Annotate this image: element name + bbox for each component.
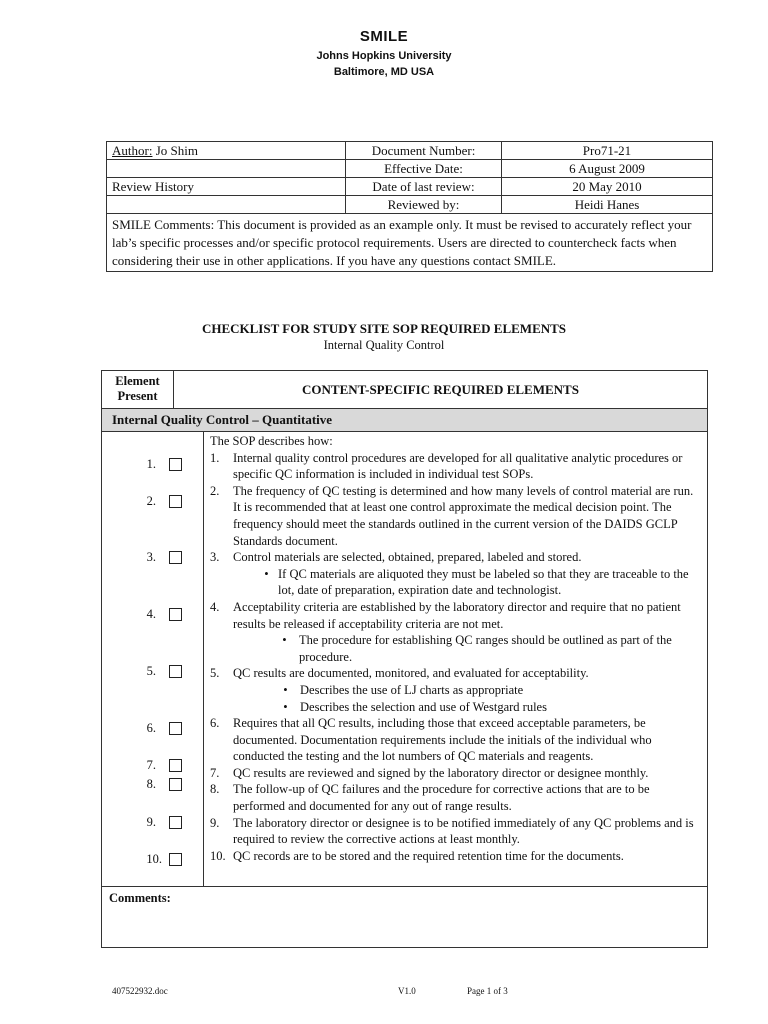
element-checkbox[interactable] — [169, 458, 182, 471]
column-divider — [203, 432, 204, 886]
element-checkbox[interactable] — [169, 495, 182, 508]
comments-label: Comments: — [109, 891, 171, 905]
checklist-table — [101, 370, 708, 948]
element-number: 2. — [146, 494, 156, 508]
element-checkbox[interactable] — [169, 759, 182, 772]
item-number: 10. — [210, 848, 226, 863]
item-number: 7. — [210, 765, 220, 780]
element-number: 6. — [146, 721, 156, 735]
footer-version: V1.0 — [398, 986, 416, 996]
review-history-label: Review History — [107, 178, 346, 196]
info-row — [107, 214, 713, 272]
checklist-subtitle: Internal Quality Control — [323, 338, 445, 352]
table-rule — [102, 886, 707, 887]
item-number: 2. — [210, 483, 220, 498]
footer-filename: 407522932.doc — [112, 986, 168, 996]
info-row — [107, 160, 713, 178]
bullet-icon: • — [283, 699, 288, 714]
element-number: 10. — [146, 852, 162, 866]
item-text: The frequency of QC testing is determined and how many levels of control material are run. It is recommended that at least one control approximate the medical decision point. The frequency should meet the standards outlined in the current version of the DAIDS GCLP Standards document. — [233, 483, 694, 548]
last-review-label: Date of last review: — [346, 178, 502, 196]
item-number: 6. — [210, 716, 220, 731]
element-number: 9. — [146, 815, 156, 829]
item-text: The follow-up of QC failures and the procedure for corrective actions that are to be performed and documented for any out of range results. — [233, 782, 650, 814]
sub-bullet — [210, 699, 700, 716]
item-number: 9. — [210, 815, 220, 830]
list-item — [210, 715, 700, 765]
author-label: Author: — [112, 143, 153, 158]
sub-bullet — [210, 566, 700, 599]
requirements-list — [210, 433, 700, 864]
organization-title: SMILE — [359, 28, 409, 45]
element-header-line: Element — [115, 374, 160, 388]
footer-page: Page 1 of 3 — [467, 986, 508, 996]
element-number: 3. — [146, 550, 156, 564]
list-item — [210, 781, 700, 814]
author-cell — [107, 142, 346, 160]
list-item — [210, 815, 700, 848]
list-item — [210, 450, 700, 483]
effective-date: 6 August 2009 — [502, 160, 713, 178]
item-text: QC results are documented, monitored, and evaluated for acceptability. — [233, 666, 589, 681]
item-text: Acceptability criteria are established by the laboratory director and require that no patient results be released if acceptability criteria are not met. — [233, 599, 681, 631]
smile-comments: SMILE Comments: This document is provided as an example only. It must be revised to accurately reflect your lab’s specific processes and/or specific protocol requirements. Users are directed to countercheck facts when considering their use in other applications. If you have any questions contact SMILE. — [107, 214, 713, 272]
item-text: The laboratory director or designee is to be notified immediately of any QC problems and is required to review the corrective actions at least monthly. — [233, 815, 694, 847]
element-checkbox[interactable] — [169, 722, 182, 735]
element-number: 1. — [146, 457, 156, 471]
item-number: 8. — [210, 782, 220, 797]
element-present-header — [102, 371, 174, 408]
effective-date-label: Effective Date: — [346, 160, 502, 178]
element-checkbox[interactable] — [169, 816, 182, 829]
bullet-icon: • — [282, 633, 287, 648]
university-name: Johns Hopkins University — [316, 50, 452, 62]
list-item — [210, 765, 700, 782]
item-text: Control materials are selected, obtained, prepared, labeled and stored. — [233, 550, 582, 565]
element-checkbox[interactable] — [169, 551, 182, 564]
info-row — [107, 178, 713, 196]
list-item — [210, 483, 700, 549]
element-checkbox[interactable] — [169, 778, 182, 791]
info-row — [107, 142, 713, 160]
list-item — [210, 599, 700, 632]
reviewed-by: Heidi Hanes — [502, 196, 713, 214]
content-header: CONTENT-SPECIFIC REQUIRED ELEMENTS — [302, 382, 579, 397]
element-number: 4. — [146, 607, 156, 621]
item-number: 3. — [210, 550, 220, 565]
bullet-text: Describes the selection and use of Westgard rules — [300, 699, 547, 714]
element-number: 7. — [146, 758, 156, 772]
bullet-icon: • — [283, 682, 288, 697]
item-text: QC records are to be stored and the required retention time for the documents. — [233, 848, 624, 863]
element-checkbox[interactable] — [169, 608, 182, 621]
item-text: QC results are reviewed and signed by the laboratory director or designee monthly. — [233, 765, 649, 780]
item-text: Requires that all QC results, including those that exceed acceptable parameters, be documented. Documentation requirements include the initials of the individual who conducted the testing and the lot numbers of QC materials and reagents. — [233, 716, 652, 764]
empty-cell — [107, 196, 346, 214]
section-header: Internal Quality Control – Quantitative — [102, 408, 707, 432]
element-checkbox[interactable] — [169, 853, 182, 866]
empty-cell — [107, 160, 346, 178]
last-review-date: 20 May 2010 — [502, 178, 713, 196]
bullet-text: Describes the use of LJ charts as appropriate — [300, 682, 524, 697]
info-row — [107, 196, 713, 214]
item-number: 5. — [210, 666, 220, 681]
reviewed-by-label: Reviewed by: — [346, 196, 502, 214]
item-text: Internal quality control procedures are developed for all qualitative analytic procedures or specific QC information is included in individual test SOPs. — [233, 450, 683, 482]
location: Baltimore, MD USA — [333, 66, 435, 78]
list-item — [210, 549, 700, 566]
element-checkbox[interactable] — [169, 665, 182, 678]
item-number: 1. — [210, 450, 220, 465]
list-item — [210, 665, 700, 682]
sub-bullet — [210, 682, 700, 699]
intro-text: The SOP describes how: — [210, 434, 333, 448]
present-header-line: Present — [117, 389, 158, 403]
document-number-label: Document Number: — [346, 142, 502, 160]
list-item — [210, 848, 700, 865]
bullet-text: If QC materials are aliquoted they must be labeled so that they are traceable to the lot, date of preparation, expiration date and technologist. — [278, 566, 689, 598]
author-name: Jo Shim — [152, 143, 198, 158]
document-number: Pro71-21 — [502, 142, 713, 160]
element-number: 5. — [146, 664, 156, 678]
document-info-table — [106, 141, 713, 272]
item-number: 4. — [210, 599, 220, 614]
sub-bullet — [210, 632, 700, 665]
checklist-title: CHECKLIST FOR STUDY SITE SOP REQUIRED ELEMENTS — [201, 321, 567, 336]
bullet-text: The procedure for establishing QC ranges should be outlined as part of the procedure. — [299, 633, 672, 664]
bullet-icon: • — [264, 566, 269, 581]
element-number: 8. — [146, 777, 156, 791]
